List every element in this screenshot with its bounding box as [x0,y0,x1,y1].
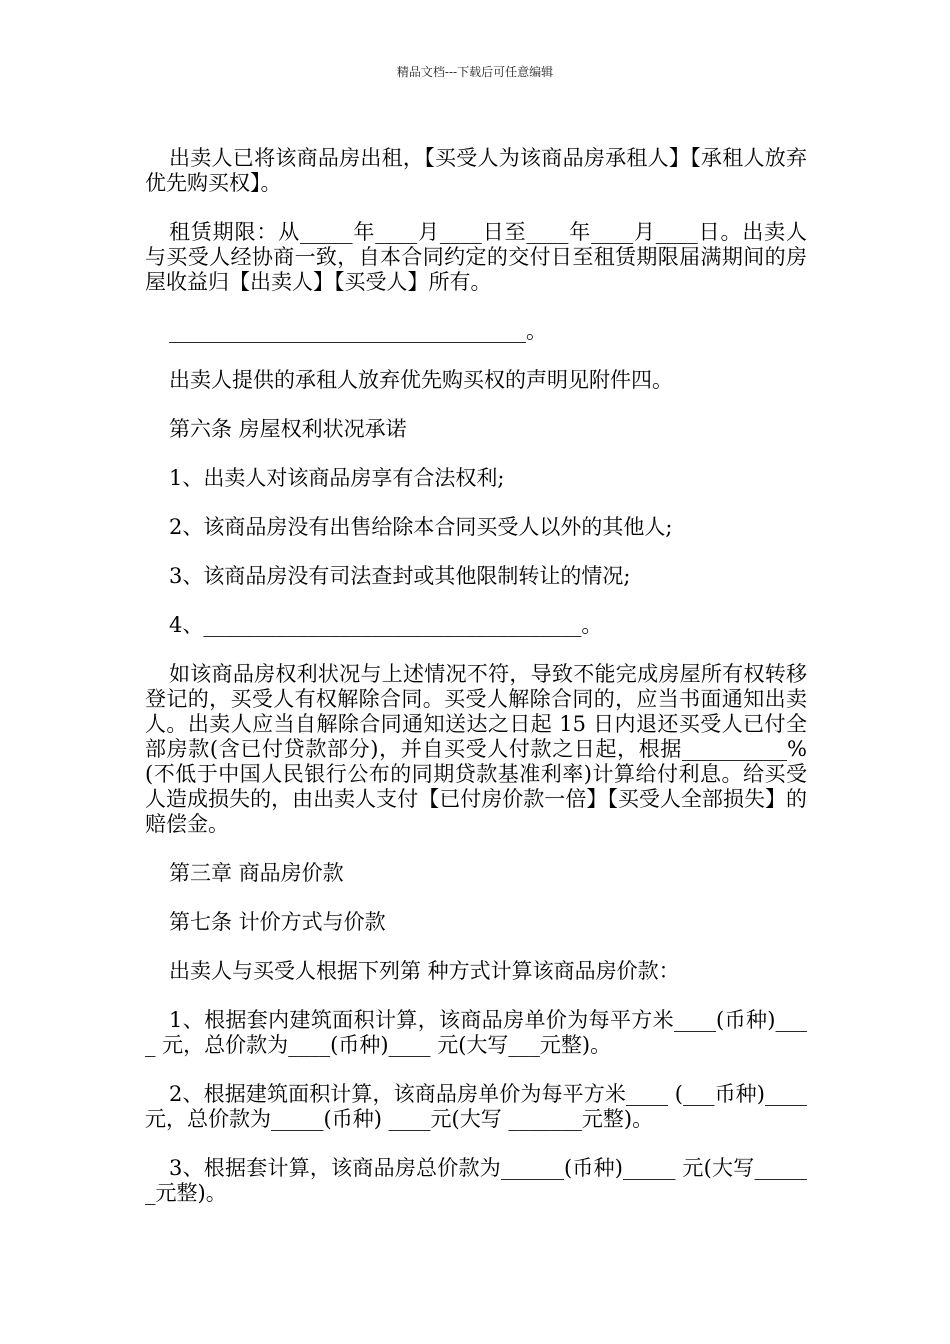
paragraph-pricing-method: 出卖人与买受人根据下列第 种方式计算该商品房价款： [169,959,680,983]
document-body [145,146,807,1230]
article-6-item-2: 2、该商品房没有出售给除本合同买受人以外的其他人; [169,515,673,539]
page-header: 精品文档---下载后可任意编辑 [396,65,554,79]
paragraph-breach-terms: 如该商品房权利状况与上述情况不符，导致不能完成房屋所有权转移登记的，买受人有权解除合同。买受人解除合同的，应当书面通知出卖人。出卖人应当自解除合同通知送达之日起 15 日内退还买受人已付全部房款(含已付贷款部分)，并自买受人付款之日起，根据__________%(不低于中国人民银行公布的同期贷款基准利率)计算给付利息。给买受人造成损失的，由出卖人支付【已付房价款一倍】【买受人全部损失】的赔偿金。 [145,662,807,836]
paragraph-waiver-statement: 出卖人提供的承租人放弃优先购买权的声明见附件四。 [169,368,673,392]
paragraph-blank-line: __________________________________。 [169,319,547,343]
article-6-item-1: 1、出卖人对该商品房享有合法权利; [169,466,505,490]
pricing-option-2: 2、根据建筑面积计算，该商品房单价为每平方米____ (___币种)____元，总价款为_____(币种) ____元(大写 _______元整)。 [145,1082,807,1131]
article-7-heading: 第七条 计价方式与价款 [169,910,386,934]
article-6-heading: 第六条 房屋权利状况承诺 [169,417,407,441]
paragraph-lease-term: 租赁期限：从_____年____月____日至____年____月____日。出卖人与买受人经协商一致，自本合同约定的交付日至租赁期限届满期间的房屋收益归【出卖人】【买受人】所有。 [145,220,807,294]
article-6-item-3: 3、该商品房没有司法查封或其他限制转让的情况; [169,564,631,588]
pricing-option-1: 1、根据套内建筑面积计算，该商品房单价为每平方米____(币种)____ 元，总价款为____(币种)____ 元(大写___元整)。 [145,1008,807,1057]
pricing-option-3: 3、根据套计算，该商品房总价款为______(币种)_____ 元(大写______元整)。 [145,1156,807,1205]
paragraph-lease-status: 出卖人已将该商品房出租，【买受人为该商品房承租人】【承租人放弃优先购买权】。 [145,146,807,195]
chapter-3-heading: 第三章 商品房价款 [169,861,344,885]
article-6-item-4: 4、____________________________________。 [169,613,603,637]
